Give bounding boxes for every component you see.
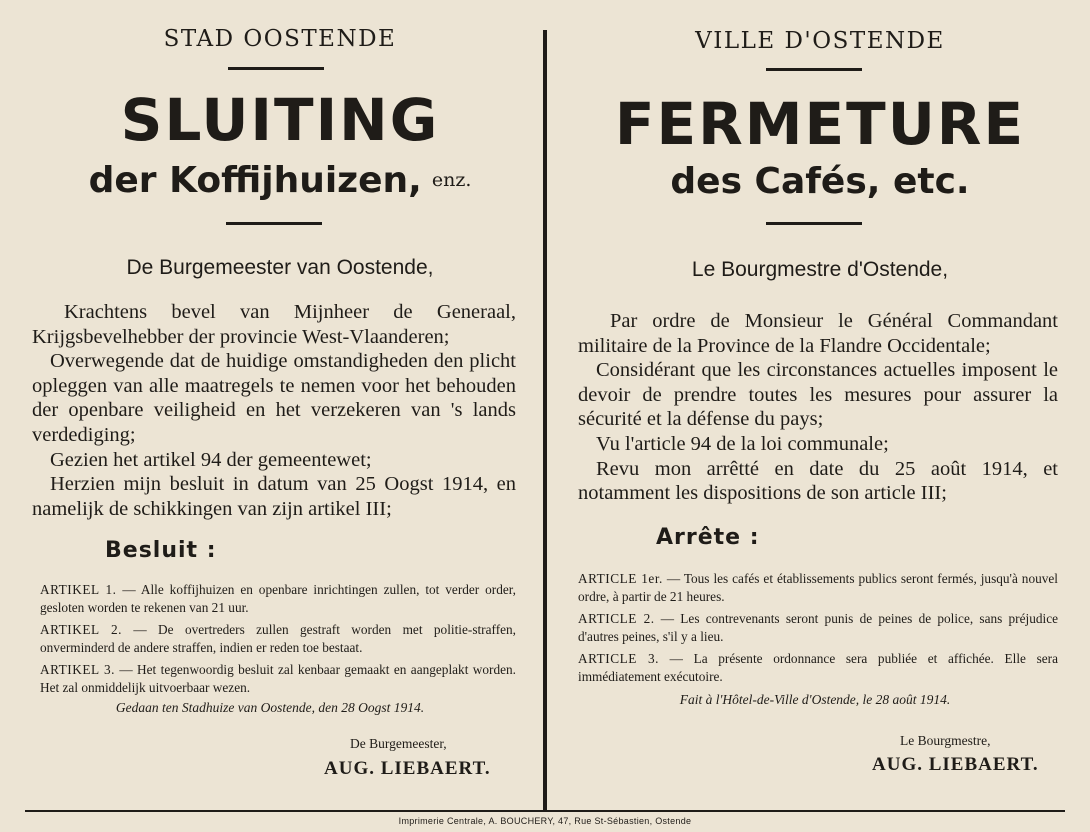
french-preamble-para: Vu l'article 94 de la loi communale; bbox=[596, 432, 889, 455]
dutch-subtitle-main: der Koffijhuizen, bbox=[88, 160, 422, 201]
dutch-article bbox=[40, 581, 516, 616]
french-article bbox=[578, 650, 1058, 685]
french-preamble-para: Considérant que les circonstances actuelles imposent le devoir de prendre toutes les mesures pour assurer la sécurité et la défense du pays; bbox=[578, 359, 1058, 431]
dutch-article bbox=[40, 621, 516, 656]
dutch-mayor-heading: De Burgemeester van Oostende, bbox=[126, 256, 434, 279]
dutch-subtitle-suffix: enz. bbox=[431, 169, 472, 191]
dutch-articles bbox=[40, 581, 516, 701]
french-column bbox=[570, 0, 1070, 800]
dutch-article-label: ARTIKEL 1. bbox=[40, 582, 117, 597]
french-done-at: Fait à l'Hôtel-de-Ville d'Ostende, le 28 août 1914. bbox=[679, 692, 951, 707]
dutch-article-text: — De overtreders zullen gestraft worden met politie-straffen, onverminderd de andere straffen, indien er reden toe bestaat. bbox=[40, 622, 517, 655]
dutch-preamble bbox=[32, 300, 516, 521]
french-signature-name: AUG. LIEBAERT. bbox=[872, 754, 1039, 775]
french-article bbox=[578, 610, 1058, 645]
dutch-article-text: — Alle koffijhuizen en openbare inrichtingen zullen, tot verder order, gesloten worden te rekenen van 21 uur. bbox=[40, 582, 516, 615]
dutch-signature-title: De Burgemeester, bbox=[350, 736, 447, 751]
bottom-rule bbox=[25, 810, 1065, 812]
french-city-heading: VILLE D'OSTENDE bbox=[695, 28, 945, 54]
french-articles bbox=[578, 570, 1058, 690]
dutch-article-text: — Het tegenwoordig besluit zal kenbaar gemaakt en aangeplakt worden. Het zal onmiddelijk uitvoerbaar wezen. bbox=[40, 662, 516, 695]
dutch-article-label: ARTIKEL 3. bbox=[40, 662, 115, 677]
dutch-preamble-para: Overwegende dat de huidige omstandigheden den plicht opleggen van alle maatregels te nemen voor het behouden der openbare veiligheid en het verzekeren van 's lands verdediging; bbox=[32, 350, 516, 446]
french-preamble-para: Par ordre de Monsieur le Général Commandant militaire de la Province de la Flandre Occidentale; bbox=[578, 310, 1058, 357]
french-signature-title: Le Bourgmestre, bbox=[900, 733, 991, 748]
dutch-decision-heading: Besluit : bbox=[105, 538, 217, 563]
french-article bbox=[578, 570, 1058, 605]
dutch-top-rule bbox=[228, 67, 324, 70]
french-mayor-heading: Le Bourgmestre d'Ostende, bbox=[691, 258, 949, 281]
dutch-preamble-para: Krachtens bevel van Mijnheer de Generaal, Krijgsbevelhebber der provincie West-Vlaanderen; bbox=[32, 301, 516, 348]
french-article-label: ARTICLE 2. bbox=[578, 611, 655, 626]
dutch-preamble-para: Herzien mijn besluit in datum van 25 Oogst 1914, en namelijk de schikkingen van zijn artikel III; bbox=[32, 473, 516, 520]
printer-imprint: Imprimerie Centrale, A. BOUCHERY, 47, Rue St-Sébastien, Ostende bbox=[398, 816, 692, 826]
dutch-article bbox=[40, 661, 516, 696]
french-title: FERMETURE bbox=[614, 90, 1026, 158]
dutch-column bbox=[30, 0, 530, 800]
column-divider bbox=[543, 30, 547, 810]
dutch-title: SLUITING bbox=[120, 86, 440, 154]
dutch-preamble-para: Gezien het artikel 94 der gemeentewet; bbox=[50, 448, 372, 471]
french-subtitle: des Cafés, etc. bbox=[670, 161, 970, 202]
dutch-done-at: Gedaan ten Stadhuize van Oostende, den 28 Oogst 1914. bbox=[115, 700, 425, 715]
dutch-signature-name: AUG. LIEBAERT. bbox=[324, 758, 491, 779]
french-preamble-para: Revu mon arrêtté en date du 25 août 1914, et notamment les dispositions de son article III; bbox=[578, 457, 1058, 505]
french-article-text: — La présente ordonnance sera publiée et affichée. Elle sera immédiatement exécutoire. bbox=[578, 651, 1058, 684]
french-top-rule bbox=[766, 68, 862, 71]
dutch-subtitle bbox=[30, 160, 530, 201]
french-decision-heading: Arrête : bbox=[656, 525, 760, 550]
french-article-text: — Tous les cafés et établissements publics seront fermés, jusqu'à nouvel ordre, à partir de 21 heures. bbox=[578, 571, 1058, 604]
french-preamble bbox=[578, 309, 1058, 506]
french-article-label: ARTICLE 1er. bbox=[578, 571, 663, 586]
dutch-city-heading: STAD OOSTENDE bbox=[163, 26, 397, 52]
french-article-label: ARTICLE 3. bbox=[578, 651, 659, 666]
dutch-mid-rule bbox=[226, 222, 322, 225]
dutch-article-label: ARTIKEL 2. bbox=[40, 622, 122, 637]
french-mid-rule bbox=[766, 222, 862, 225]
french-article-text: — Les contrevenants seront punis de peines de police, sans préjudice d'autres peines, s'il y a lieu. bbox=[578, 611, 1058, 644]
